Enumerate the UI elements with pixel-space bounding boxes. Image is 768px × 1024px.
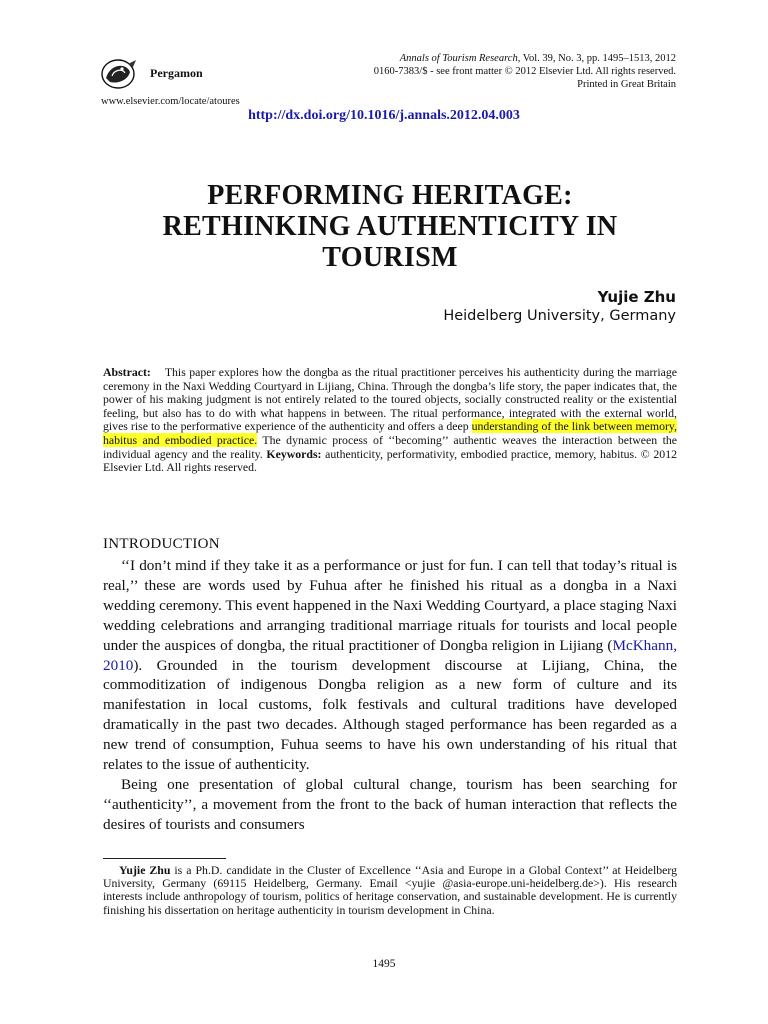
journal-citation: [256, 52, 676, 91]
keywords-text: authenticity, performativity, embodied practice, memory, habitus. © 2012 Elsevier Ltd. All rights reserved.: [103, 446, 677, 475]
journal-site-url[interactable]: www.elsevier.com/locate/atoures: [101, 96, 240, 107]
publisher-name: Pergamon: [150, 66, 203, 80]
paragraph: [103, 556, 677, 775]
publisher-logo: [100, 58, 140, 90]
article-title: [100, 180, 680, 273]
abstract-label: Abstract:: [103, 365, 151, 379]
paragraph: Being one presentation of global cultural change, tourism has been searching for ‘‘authenticity’’, a movement from the front to the back of human interaction that reflects the desires of tourists and consumers: [103, 775, 677, 833]
title-line: PERFORMING HERITAGE:: [207, 180, 573, 211]
page-number: 1495: [372, 958, 396, 970]
journal-reference: [256, 52, 676, 65]
doi-link[interactable]: http://dx.doi.org/10.1016/j.annals.2012.04.003: [248, 108, 520, 123]
printed-line: Printed in Great Britain: [577, 79, 676, 90]
citation-link[interactable]: McKhann, 2010: [103, 636, 677, 674]
paragraph-text: ‘‘I don’t mind if they take it as a performance or just for fun. I can tell that today’s ritual is real,’’ these are words used by Fuhua after he finished his ritual as a dongba in a Naxi wedding ceremony. This event happened in the Naxi Wedding Courtyard, a place staging Naxi wedding celebrations and arranging traditional marriage rituals for tourists and local people under the auspices of dongba, the ritual practitioner of Dongba religion in Lijiang (: [103, 557, 677, 654]
section-heading-introduction: INTRODUCTION: [103, 536, 220, 552]
issn-line: 0160-7383/$ - see front matter © 2012 Elsevier Ltd. All rights reserved.: [373, 66, 676, 77]
highlighted-text[interactable]: understanding of the link between memory, habitus and embodied practice.: [103, 419, 677, 447]
introduction-body: [103, 556, 677, 835]
title-line: RETHINKING AUTHENTICITY IN: [162, 211, 618, 242]
journal-name: Annals of Tourism Research,: [399, 53, 521, 64]
footnote-author: Yujie Zhu: [119, 863, 171, 877]
footnote-text: is a Ph.D. candidate in the Cluster of Excellence ‘‘Asia and Europe in a Global Context’’ at Heidelberg University, Germany (69115 Heidelberg, Germany. Email <yujie @asia-europe.uni-heidelberg.de>). His research interests include anthropology of tourism, politics of heritage conservation, and sustainable development. He is currently finishing his dissertation on heritage authenticity in tourism development in China.: [103, 863, 677, 917]
abstract-text: This paper explores how the dongba as the ritual practitioner perceives his authenticity during the marriage ceremony in the Naxi Wedding Courtyard in Lijiang, China. Through the dongba’s life story, the paper indicates that, the power of his making judgment is not entirely related to the toured objects, socially constructed reality or the existential feeling, but also has to do with what happens in between. The ritual performance, integrated with the external world, gives rise to the performative experience of the authenticity and offers a deep: [103, 365, 677, 434]
footnote-divider: [103, 858, 226, 859]
keywords-label: Keywords:: [266, 446, 322, 461]
author-name: Yujie Zhu: [597, 288, 676, 306]
abstract: [103, 366, 677, 475]
paragraph-text-continued: ). Grounded in the tourism development discourse at Lijiang, China, the commoditization of indigenous Dongba religion as a new form of culture and its manifestation in local customs, folk festivals and cultural traditions have developed dramatically in the past two decades. Although staged performance has been regarded as a new trend of consumption, Fuhua seems to have his own understanding of his ritual that relates to the issue of authenticity.: [103, 656, 677, 774]
title-line: TOURISM: [322, 242, 458, 273]
journal-volume: Vol. 39, No. 3, pp. 1495–1513, 2012: [520, 53, 676, 64]
author-affiliation: Heidelberg University, Germany: [443, 308, 676, 324]
abstract-text-continued: The dynamic process of ‘‘becoming’’ authentic weaves the interaction between the individual agency and the reality.: [103, 432, 677, 461]
author-footnote: [103, 864, 677, 917]
